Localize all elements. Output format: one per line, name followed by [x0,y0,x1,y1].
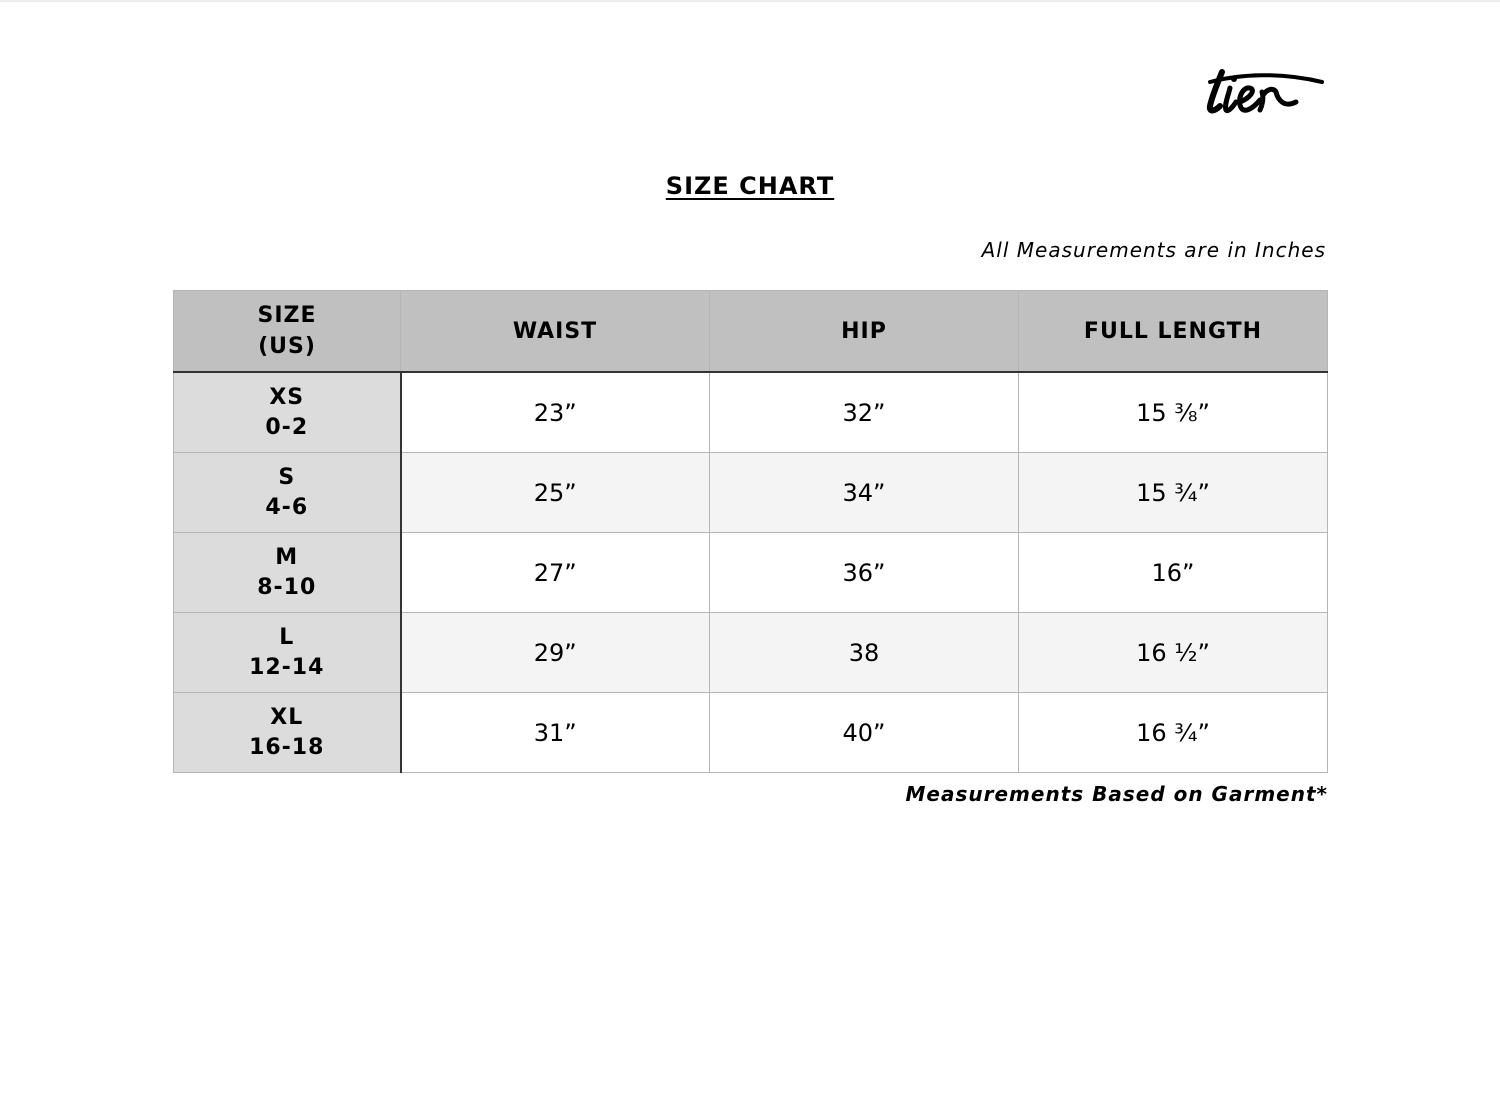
table-row [174,372,1328,453]
size-label: L [279,624,295,650]
size-cell [174,453,401,533]
full-length-value: 16 ½” [1019,613,1328,693]
page-title: SIZE CHART [665,172,835,200]
size-cell [174,372,401,453]
size-range: 12-14 [249,654,325,680]
waist-value: 25” [401,453,710,533]
table-row [174,613,1328,693]
size-range: 16-18 [249,734,325,760]
tier-logo [1200,62,1330,122]
header-hip: HIP [710,291,1019,373]
size-range: 8-10 [257,574,317,600]
table-row [174,533,1328,613]
svg-text:tier: tier [1200,62,1202,63]
header-waist: WAIST [401,291,710,373]
hip-value: 38 [710,613,1019,693]
full-length-value: 15 ⅜” [1019,372,1328,453]
size-label: S [278,464,296,490]
header-size-label: SIZE [257,303,317,328]
hip-value: 32” [710,372,1019,453]
garment-footnote: Measurements Based on Garment* [905,782,1328,806]
hip-value: 34” [710,453,1019,533]
full-length-value: 16” [1019,533,1328,613]
hip-value: 36” [710,533,1019,613]
size-cell [174,693,401,773]
hip-value: 40” [710,693,1019,773]
size-cell [174,613,401,693]
size-chart-table [173,290,1328,773]
waist-value: 29” [401,613,710,693]
waist-value: 31” [401,693,710,773]
size-label: XL [270,704,304,730]
waist-value: 23” [401,372,710,453]
waist-value: 27” [401,533,710,613]
size-label: M [275,544,299,570]
header-size-unit: (US) [258,334,316,359]
header-full-length: FULL LENGTH [1019,291,1328,373]
full-length-value: 15 ¾” [1019,453,1328,533]
full-length-value: 16 ¾” [1019,693,1328,773]
table-row [174,453,1328,533]
size-cell [174,533,401,613]
header-size [174,291,401,373]
size-range: 4-6 [265,494,309,520]
size-range: 0-2 [265,414,309,440]
size-label: XS [269,384,305,410]
top-rule [0,0,1500,2]
table-header-row [174,291,1328,373]
units-note: All Measurements are in Inches [981,238,1326,262]
table-row [174,693,1328,773]
